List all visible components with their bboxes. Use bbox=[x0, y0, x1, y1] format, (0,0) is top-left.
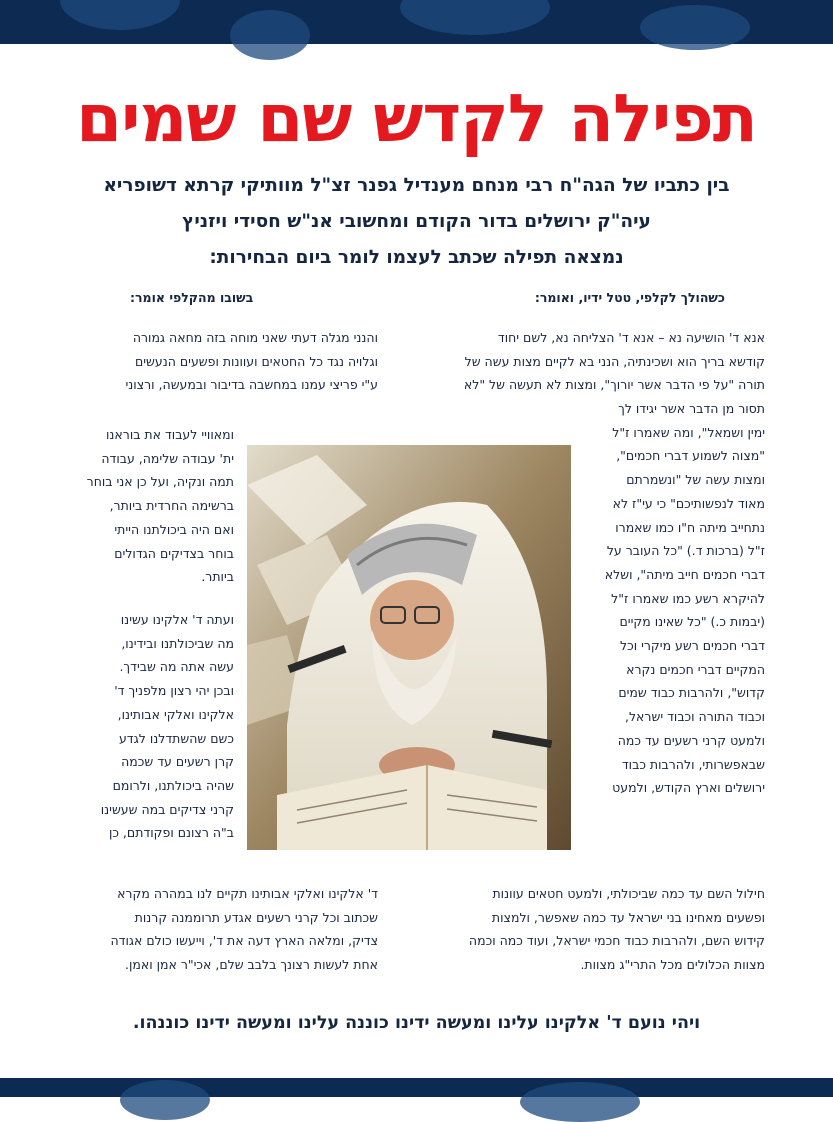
text-line: מצוות הכלולים מכל התרי"ג מצוות. bbox=[580, 957, 765, 973]
right-column-heading: כשהולך לקלפי, טטל ידיו, ואומר: bbox=[534, 290, 725, 305]
rabbi-photo bbox=[247, 445, 571, 850]
text-line: דברי חכמים רשע מיקרי וכל bbox=[619, 638, 765, 654]
text-line: תמה ונקיה, ועל כן אני בוחר bbox=[86, 474, 234, 490]
text-line: מאוד לנפשותיכם" כי עי"ז לא bbox=[612, 495, 765, 511]
text-line: קרני צדיקים במה שעשינו bbox=[100, 801, 234, 817]
intro-line: עיה"ק ירושלים בדור הקודם ומחשובי אנ"ש חסידי ויזניץ bbox=[182, 211, 651, 232]
text-line: אלקינו ואלקי אבותינו, bbox=[117, 706, 234, 722]
text-line: ובכן יהי רצון מלפניך ד' bbox=[114, 683, 234, 699]
left-column-text-top bbox=[38, 326, 378, 397]
text-line: אחת לעשות רצונך בלבב שלם, אכי"ר אמן ואמן. bbox=[124, 957, 378, 973]
text-line: שבאפשרותי, ולהרבות כבוד bbox=[621, 756, 765, 772]
text-line: ימין ושמאל", ומה שאמרו ז"ל bbox=[612, 424, 765, 440]
text-line: נתחייב מיתה ח"ו כמו שאמרו bbox=[615, 519, 765, 535]
photo-of-elderly-rabbi-in-tallit-reading-book-icon bbox=[247, 445, 571, 850]
text-line: קידוש השם, ולהרבות כבוד חכמי ישראל, ועוד כמה וכמה bbox=[468, 933, 765, 949]
text-line: ד' אלקינו ואלקי אבותינו תקיים לנו במהרה מקרא bbox=[117, 886, 378, 901]
text-line: אנא ד' הושיעה נא – אנא ד' הצליחה נא, לשם יחוד bbox=[497, 330, 765, 345]
text-line: תורה "על פי הדבר אשר יורוך", ומצות לא תעשה של "לא bbox=[463, 377, 765, 393]
text-line: ועתה ד' אלקינו עשינו bbox=[120, 612, 234, 627]
text-line: כשם שהשתדלנו לגדע bbox=[118, 730, 234, 746]
right-column-text-bottom bbox=[431, 882, 765, 977]
text-line: קודשא בריך הוא ושכינתיה, הנני בא לקיים מצות עשה של bbox=[464, 353, 765, 369]
intro-paragraph bbox=[30, 168, 803, 276]
text-line: להיקרא רשע כמו שאמרו ז"ל bbox=[611, 590, 765, 606]
text-line: ומאוויי לעבוד את בוראנו bbox=[106, 427, 234, 442]
intro-line: נמצאה תפילה שכתב לעצמו לומר ביום הבחירות: bbox=[209, 247, 624, 268]
text-line: ומצות עשה של "ונשמרתם bbox=[626, 472, 765, 488]
text-line: שכתוב וכל קרני רשעים אגדע תרוממנה קרנות bbox=[134, 909, 378, 925]
text-line: המקיים דברי חכמים נקרא bbox=[626, 661, 765, 677]
bottom-banner bbox=[0, 1078, 833, 1097]
text-line: דברי חכמים חייב מיתה", ושלא bbox=[604, 566, 765, 582]
right-column-text-top bbox=[435, 326, 765, 397]
text-line: עשה אתה מה שבידך. bbox=[119, 659, 234, 675]
text-line: (יבמות כ.) "כל שאינו מקיים bbox=[619, 614, 765, 630]
text-line: וכבוד התורה וכבוד ישראל, bbox=[624, 709, 765, 725]
text-line: ואם היה ביכולתנו הייתי bbox=[114, 521, 234, 537]
text-line: ברשימה החרדית ביותר, bbox=[109, 498, 234, 514]
text-line: ית' עבודה שלימה, עבודה bbox=[101, 450, 234, 466]
left-column-heading: בשובו מהקלפי אומר: bbox=[130, 290, 254, 305]
text-line: "מצוה לשמוע דברי חכמים", bbox=[616, 448, 765, 464]
closing-blessing: ויהי נועם ד' אלקינו עלינו ומעשה ידינו כוננה עלינו ומעשה ידינו כוננהו. bbox=[132, 1013, 701, 1033]
left-column-text-narrow bbox=[38, 423, 234, 589]
text-line: ולמעט קרני רשעים עד כמה bbox=[617, 732, 765, 748]
text-line: מה שביכולתנו ובידינו, bbox=[121, 635, 234, 651]
text-line: קדוש", ולהרבות כבוד שמים bbox=[618, 685, 765, 701]
text-line: בוחר בצדיקים הגדולים bbox=[114, 545, 234, 561]
right-column-text-narrow bbox=[604, 397, 765, 800]
page-title: תפילה לקדש שם שמים bbox=[76, 80, 757, 157]
text-line: צדיק, ומלאה הארץ דעה את ד', וייעשו כולם אגודה bbox=[110, 933, 378, 949]
text-line: חילול השם עד כמה שביכולתי, ולמעט חטאים עוונות bbox=[492, 886, 765, 901]
text-line: ע"י פריצי עמנו במחשבה בדיבור ובמעשה, ורצוני bbox=[125, 377, 378, 393]
left-column-text-bottom bbox=[38, 882, 378, 977]
text-line: ז"ל (ברכות ד.) "כל העובר על bbox=[606, 543, 765, 559]
top-banner bbox=[0, 0, 833, 44]
left-column-text-narrow-2 bbox=[38, 608, 234, 845]
text-line: וגלויה נגד כל החטאים ועוונות ופשעים הנעשים bbox=[134, 353, 378, 369]
text-line: תסור מן הדבר אשר יגידו לך bbox=[618, 401, 765, 416]
text-line: קרן רשעים עד שכמה bbox=[121, 754, 234, 770]
text-line: ופשעים מאחינו בני ישראל עד כמה שאפשר, ולמצות bbox=[491, 909, 765, 925]
text-line: ב"ה רצונם ופקודתם, כן bbox=[108, 825, 234, 841]
text-line: שהיה ביכולתנו, ולרומם bbox=[112, 777, 234, 793]
text-line: ביותר. bbox=[201, 569, 234, 585]
intro-line: בין כתביו של הגה"ח רבי מנחם מענדיל גפנר זצ"ל מוותיקי קרתא דשופריא bbox=[103, 175, 730, 196]
text-line: ירושלים וארץ הקודש, ולמעט bbox=[612, 780, 765, 796]
text-line: והנני מגלה דעתי שאני מוחה בזה מחאה גמורה bbox=[132, 330, 378, 345]
